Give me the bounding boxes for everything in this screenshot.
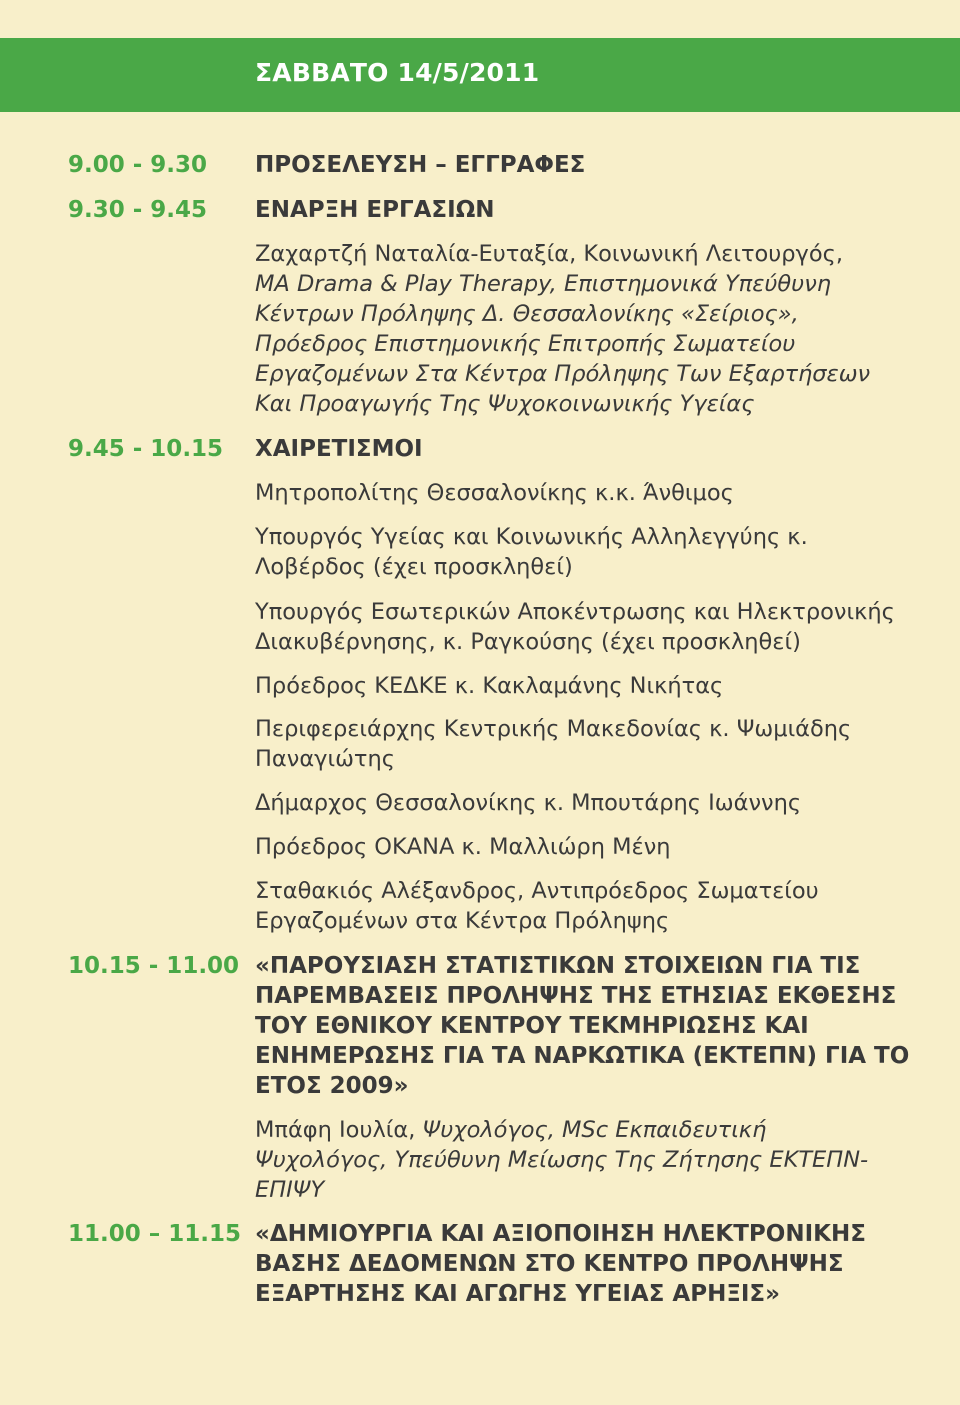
greeting-line: Μητροπολίτης Θεσσαλονίκης κ.κ. Άνθιμος: [255, 480, 734, 506]
greeting-entry: [255, 597, 915, 657]
greeting-line: Υπουργός Υγείας και Κοινωνικής Αλληλεγγύης κ.: [255, 524, 808, 550]
speaker-bio: [255, 239, 915, 419]
greeting-entry: [255, 478, 915, 508]
session-time: 10.15 - 11.00: [68, 953, 240, 979]
day-title: ΣΑΒΒΑΤΟ 14/5/2011: [255, 58, 540, 87]
speaker-bio-line: [255, 1115, 915, 1145]
speaker-name: Μπάφη Ιουλία,: [255, 1117, 423, 1143]
greeting-line: Δήμαρχος Θεσσαλονίκης κ. Μπουτάρης Ιωάννης: [255, 790, 802, 816]
session-title: ΕΝΑΡΞΗ ΕΡΓΑΣΙΩΝ: [255, 197, 495, 223]
session-time: 11.00 – 11.15: [68, 1221, 242, 1247]
speaker-bio-line: Ζαχαρτζή Ναταλία-Ευταξία, Κοινωνική Λειτουργός,: [255, 241, 843, 267]
session-title: [255, 1219, 895, 1309]
greeting-entry: [255, 522, 915, 582]
speaker-bio: [255, 1115, 915, 1205]
greeting-line: Πρόεδρος ΟΚΑΝΑ κ. Μαλλιώρη Μένη: [255, 834, 671, 860]
speaker-bio-line: Και Προαγωγής Της Ψυχοκοινωνικής Υγείας: [255, 391, 755, 417]
session-title: [255, 951, 910, 1101]
session-title-line: ΠΑΡΕΜΒΑΣΕΙΣ ΠΡΟΛΗΨΗΣ ΤΗΣ ΕΤΗΣΙΑΣ ΕΚΘΕΣΗΣ: [255, 983, 897, 1009]
session-time: 9.30 - 9.45: [68, 197, 208, 223]
speaker-role: Ψυχολόγος, MSc Εκπαιδευτική: [422, 1117, 767, 1143]
greeting-line: Πρόεδρος ΚΕΔΚΕ κ. Κακλαμάνης Νικήτας: [255, 673, 724, 699]
greeting-line: Σταθακιός Αλέξανδρος, Αντιπρόεδρος Σωματείου: [255, 878, 819, 904]
greeting-entry: [255, 671, 915, 701]
greeting-line: Περιφερειάρχης Κεντρικής Μακεδονίας κ. Ψωμιάδης: [255, 716, 852, 742]
greeting-line: Εργαζομένων στα Κέντρα Πρόληψης: [255, 908, 670, 934]
session-title-line: ΒΑΣΗΣ ΔΕΔΟΜΕΝΩΝ ΣΤΟ ΚΕΝΤΡΟ ΠΡΟΛΗΨΗΣ: [255, 1251, 844, 1277]
session-time: 9.45 - 10.15: [68, 436, 224, 462]
greeting-line: Υπουργός Εσωτερικών Αποκέντρωσης και Ηλεκτρονικής: [255, 599, 895, 625]
session-title-line: ΕΤΟΣ 2009»: [255, 1073, 409, 1099]
speaker-bio-line: Πρόεδρος Επιστημονικής Επιτροπής Σωματείου: [255, 331, 796, 357]
day-header-bar: [0, 38, 960, 112]
session-title-line: ΕΝΗΜΕΡΩΣΗΣ ΓΙΑ ΤΑ ΝΑΡΚΩΤΙΚΑ (ΕΚΤΕΠΝ) ΓΙΑ ΤΟ: [255, 1043, 910, 1069]
greeting-entry: [255, 832, 915, 862]
greeting-line: Λοβέρδος (έχει προσκληθεί): [255, 554, 573, 580]
speaker-bio-line: Κέντρων Πρόληψης Δ. Θεσσαλονίκης «Σείριος»,: [255, 301, 799, 327]
speaker-bio-line: MA Drama & Play Therapy, Επιστημονικά Υπεύθυνη: [255, 271, 832, 297]
speaker-bio-line: Ψυχολόγος, Υπεύθυνη Μείωσης Της Ζήτησης ΕΚΤΕΠΝ-: [255, 1147, 869, 1173]
greeting-entry: [255, 788, 915, 818]
session-title: ΧΑΙΡΕΤΙΣΜΟΙ: [255, 436, 423, 462]
session-title: ΠΡΟΣΕΛΕΥΣΗ – ΕΓΓΡΑΦΕΣ: [255, 152, 586, 178]
greeting-entry: [255, 714, 915, 774]
speaker-bio-line: Εργαζομένων Στα Κέντρα Πρόληψης Των Εξαρτήσεων: [255, 361, 871, 387]
session-title-line: «ΠΑΡΟΥΣΙΑΣΗ ΣΤΑΤΙΣΤΙΚΩΝ ΣΤΟΙΧΕΙΩΝ ΓΙΑ ΤΙΣ: [255, 953, 861, 979]
greeting-line: Παναγιώτης: [255, 746, 395, 772]
session-time: 9.00 - 9.30: [68, 152, 208, 178]
session-title-line: «ΔΗΜΙΟΥΡΓΙΑ ΚΑΙ ΑΞΙΟΠΟΙΗΣΗ ΗΛΕΚΤΡΟΝΙΚΗΣ: [255, 1221, 866, 1247]
greeting-line: Διακυβέρνησης, κ. Ραγκούσης (έχει προσκληθεί): [255, 629, 801, 655]
greeting-entry: [255, 876, 915, 936]
session-title-line: ΤΟΥ ΕΘΝΙΚΟΥ ΚΕΝΤΡΟΥ ΤΕΚΜΗΡΙΩΣΗΣ ΚΑΙ: [255, 1013, 809, 1039]
session-title-line: ΕΞΑΡΤΗΣΗΣ ΚΑΙ ΑΓΩΓΗΣ ΥΓΕΙΑΣ ΑΡΗΞΙΣ»: [255, 1281, 781, 1307]
speaker-bio-line: ΕΠΙΨΥ: [255, 1177, 325, 1203]
